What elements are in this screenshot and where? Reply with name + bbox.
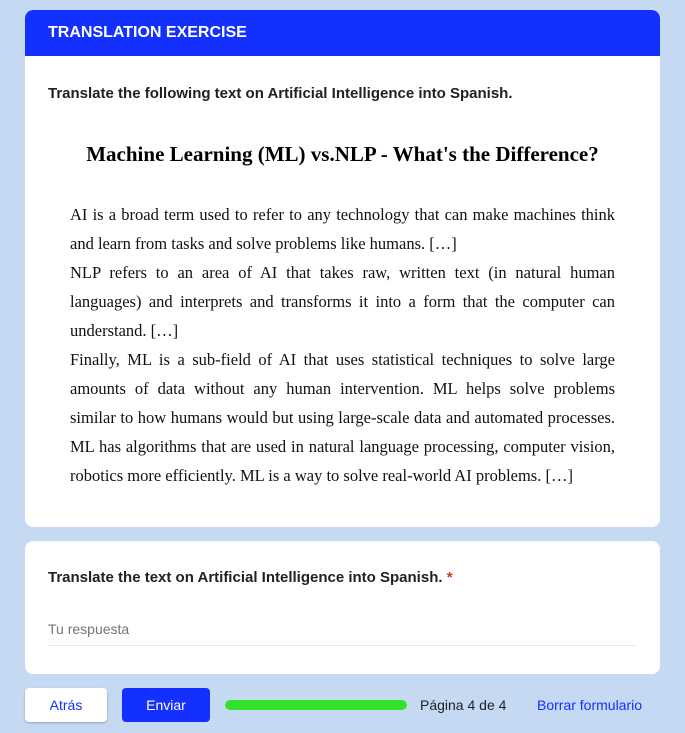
progress-fill	[225, 700, 407, 710]
submit-button[interactable]: Enviar	[122, 688, 210, 722]
article-title: Machine Learning (ML) vs.NLP - What's the Difference?	[86, 142, 599, 166]
progress-bar	[225, 700, 407, 710]
exercise-card	[25, 10, 660, 527]
paragraph: NLP refers to an area of AI that takes raw, written text (in natural human languages) and interprets and transforms it into a form that the computer can understand. […]	[70, 263, 615, 340]
paragraph: Finally, ML is a sub-field of AI that uses statistical techniques to solve large amounts of data without any human intervention. ML helps solve problems similar to how humans would but using large-scale data and automated processes. ML has algorithms that are used in natural language processing, computer vision, robotics more efficiently. ML is a way to solve real-world AI problems. […]	[70, 350, 615, 485]
question-card	[25, 541, 660, 674]
answer-input[interactable]	[48, 617, 636, 646]
clear-form-link[interactable]: Borrar formulario	[537, 697, 643, 713]
section-header: TRANSLATION EXERCISE	[25, 10, 660, 56]
question-label	[48, 569, 453, 586]
back-button[interactable]: Atrás	[25, 688, 107, 722]
instruction-text: Translate the following text on Artificial Intelligence into Spanish.	[48, 85, 513, 102]
question-text: Translate the text on Artificial Intelligence into Spanish.	[48, 569, 443, 586]
paragraph: AI is a broad term used to refer to any technology that can make machines think and learn from tasks and solve problems like humans. […]	[70, 205, 615, 253]
article-body	[70, 200, 615, 490]
page-indicator: Página 4 de 4	[420, 697, 507, 713]
required-asterisk: *	[446, 569, 453, 586]
